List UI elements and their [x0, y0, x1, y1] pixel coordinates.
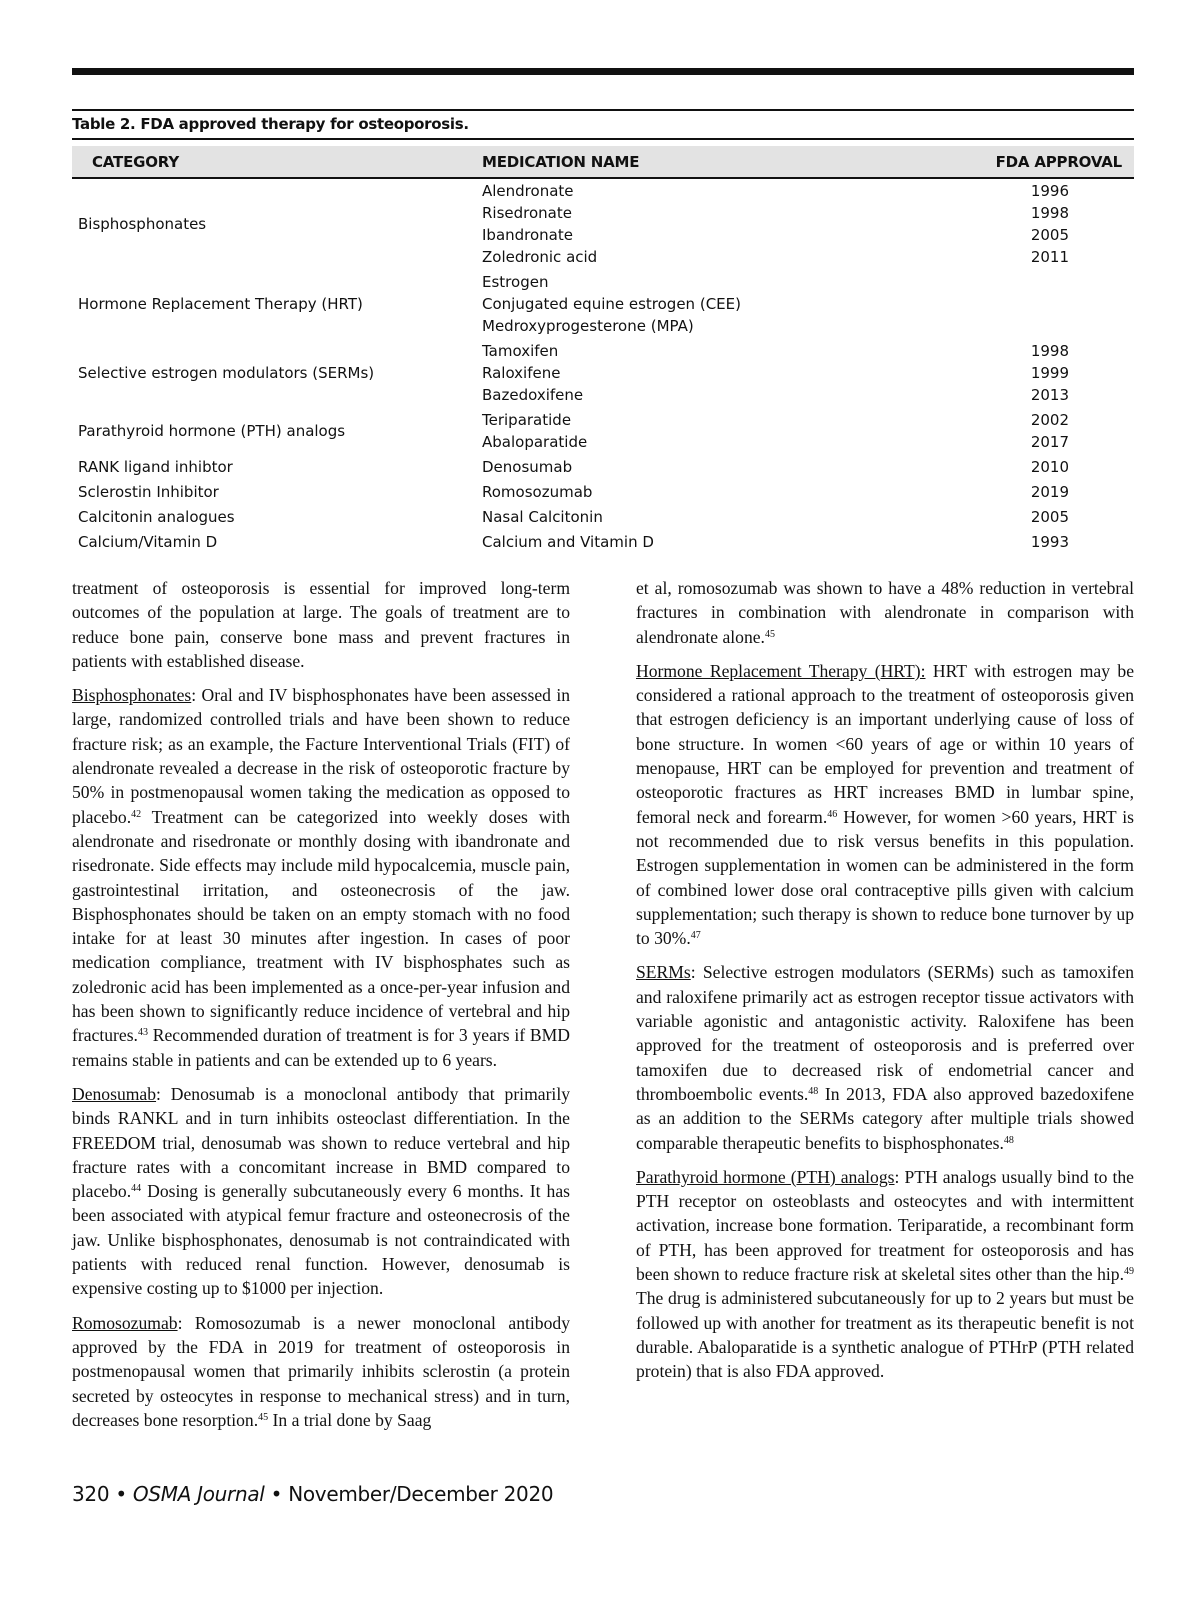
medication-name: Abaloparatide — [482, 433, 588, 451]
romosozumab-heading: Romosozumab — [72, 1312, 178, 1333]
approval-year: 2019 — [1030, 483, 1069, 501]
citation: 44 — [131, 1183, 142, 1195]
pth-paragraph: Parathyroid hormone (PTH) analogs: PTH analogs usually bind to the PTH receptor on osteoblasts and osteocytes and with intermittent activation, increase bone formation. Teriparatide, a recombinant form of PTH, has been approved for treatment for osteoporosis and has been shown to reduce fracture risk at skeletal sites other than the hip.$^{49}$ The drug is administered subcutaneously for up to 2 years but must be followed up with another for treatment as its therapeutic benefit is not durable. Abaloparatide is a synthetic analogue of PTHrP (PTH related protein) that is also FDA approved. — [636, 1166, 1134, 1382]
medication-name: Bazedoxifene — [482, 386, 584, 404]
medication-name: Conjugated equine estrogen (CEE) — [482, 295, 741, 313]
approval-year: 2002 — [1030, 411, 1069, 429]
approval-cell — [952, 481, 1134, 503]
romosozumab-paragraph: Romosozumab: Romosozumab is a newer monoclonal antibody approved by the FDA in 2019 for treatment of osteoporosis in postmenopausal women that primarily inhibits sclerostin (a protein secreted by osteocytes in response to mechanical stress) and in turn, decreases bone resorption.$^{45}$ In a trial done by Saag — [72, 1312, 570, 1430]
table-row — [72, 455, 1134, 480]
table-row — [72, 270, 1134, 339]
citation: 48 — [1003, 1134, 1014, 1146]
medication-cell — [482, 481, 952, 503]
category-cell: Calcitonin analogues — [78, 508, 235, 526]
approval-year — [952, 315, 1094, 337]
medication-name: Nasal Calcitonin — [482, 508, 603, 526]
medication-name: Zoledronic acid — [482, 248, 598, 266]
approval-year: 1993 — [1030, 533, 1069, 551]
medication-name: Estrogen — [482, 273, 549, 291]
serms-heading: SERMs — [636, 962, 691, 983]
table-row — [72, 530, 1134, 555]
therapy-table — [72, 109, 1134, 555]
medication-name: Raloxifene — [482, 364, 561, 382]
approval-cell — [952, 506, 1134, 528]
bisphosphonates-paragraph: Bisphosphonates: Oral and IV bisphosphonates have been assessed in large, randomized controlled trials and have been shown to reduce fracture risk; as an example, the Facture Interventional Trials (FIT) of alendronate revealed a decrease in the risk of osteoporotic fracture by 50% in postmenopausal women taking the medication as opposed to placebo.$^{42}$ Treatment can be categorized into weekly doses with alendronate and risedronate or monthly dosing with ibandronate and risedronate. Side effects may include mild hypocalcemia, muscle pain, gastrointestinal irritation, and osteonecrosis of the jaw. Bisphosphonates should be taken on an empty stomach with no food intake for at least 30 minutes after ingestion. In cases of poor medication compliance, treatment with IV bisphosphates such as zoledronic acid has been implemented as a once-per-year infusion and has been shown to significantly reduce incidence of vertebral and hip fractures.$^{43}$ Recommended duration of treatment is for 3 years if BMD remains stable in patients and can be extended up to 6 years. — [72, 685, 570, 1070]
citation: 48 — [808, 1085, 819, 1097]
romosozumab-continued-paragraph: et al, romosozumab was shown to have a 48% reduction in vertebral fractures in combination with alendronate in comparison with alendronate alone.$^{45}$ — [636, 578, 1134, 647]
header-medication: MEDICATION NAME — [482, 152, 640, 171]
hrt-paragraph: Hormone Replacement Therapy (HRT): HRT with estrogen may be considered a rational approach to the treatment of osteoporosis given that estrogen deficiency is an important underlying cause of loss of bone structure. In women <60 years of age or within 10 years of menopause, HRT can be employed for prevention and treatment of osteoporotic fractures as HRT increases BMD in lumbar spine, femoral neck and forearm.$^{46}$ However, for women >60 years, HRT is not recommended due to risk versus benefits in this population. Estrogen supplementation in women can be administered in the form of combined lower dose oral contraceptive pills given with calcium supplementation; such therapy is shown to reduce bone turnover by up to 30%.$^{47}$ — [636, 660, 1135, 949]
citation: 42 — [131, 808, 142, 820]
medication-name: Teriparatide — [482, 411, 572, 429]
approval-year — [952, 271, 1094, 293]
medication-name: Medroxyprogesterone (MPA) — [482, 317, 694, 335]
medication-cell — [482, 506, 952, 528]
table-caption: Table 2. FDA approved therapy for osteoporosis. — [72, 109, 1134, 140]
medication-cell — [482, 340, 952, 406]
left-column — [72, 576, 570, 1442]
medication-name: Romosozumab — [482, 483, 593, 501]
article-body — [72, 576, 1134, 1442]
page-number: 320 — [72, 1482, 110, 1506]
medication-name: Tamoxifen — [482, 342, 559, 360]
hrt-heading: Hormone Replacement Therapy (HRT): — [636, 660, 926, 681]
page-footer: 320 • OSMA Journal • November/December 2020 — [72, 1482, 554, 1506]
denosumab-paragraph: Denosumab: Denosumab is a monoclonal antibody that primarily binds RANKL and in turn inhibits osteoclast differentiation. In the FREEDOM trial, denosumab was shown to reduce vertebral and hip fracture rates with a concomitant increase in BMD compared to placebo.$^{44}$ Dosing is generally subcutaneously every 6 months. It has been associated with atypical femur fracture and osteonecrosis of the jaw. Unlike bisphosphonates, denosumab is not contraindicated with patients with reduced renal function. However, denosumab is expensive costing up to $1000 per injection. — [72, 1083, 570, 1299]
approval-year: 1998 — [1030, 342, 1069, 360]
category-cell: RANK ligand inhibtor — [78, 458, 233, 476]
category-cell: Bisphosphonates — [78, 215, 207, 233]
approval-year: 2010 — [1030, 458, 1069, 476]
approval-cell — [952, 409, 1134, 453]
approval-year: 1999 — [1030, 364, 1069, 382]
approval-year — [952, 293, 1094, 315]
journal-name: OSMA Journal — [132, 1482, 265, 1506]
medication-name: Ibandronate — [482, 226, 573, 244]
citation: 47 — [690, 930, 701, 942]
medication-cell — [482, 456, 952, 478]
bisphosphonates-heading: Bisphosphonates — [72, 685, 192, 706]
denosumab-heading: Denosumab — [72, 1083, 157, 1104]
approval-year: 2005 — [1030, 226, 1069, 244]
medication-name: Calcium and Vitamin D — [482, 533, 654, 551]
table-body — [72, 179, 1134, 555]
table-row — [72, 480, 1134, 505]
medication-cell — [482, 271, 952, 337]
approval-year: 2013 — [1030, 386, 1069, 404]
table-header-row — [72, 146, 1134, 179]
table-row — [72, 505, 1134, 530]
header-approval: FDA APPROVAL — [995, 152, 1122, 171]
citation: 49 — [1124, 1266, 1134, 1278]
top-rule — [72, 68, 1134, 75]
citation: 43 — [137, 1027, 148, 1039]
table-row — [72, 179, 1134, 270]
citation: 45 — [258, 1411, 269, 1423]
medication-cell — [482, 531, 952, 553]
approval-cell — [952, 340, 1134, 406]
category-cell: Sclerostin Inhibitor — [78, 483, 219, 501]
category-cell: Hormone Replacement Therapy (HRT) — [78, 295, 363, 313]
medication-name: Risedronate — [482, 204, 572, 222]
medication-cell — [482, 180, 952, 268]
medication-name: Denosumab — [482, 458, 573, 476]
citation: 45 — [764, 628, 775, 640]
approval-cell — [952, 271, 1134, 337]
approval-year: 2005 — [1030, 508, 1069, 526]
category-cell: Calcium/Vitamin D — [78, 533, 218, 551]
approval-year: 2011 — [1030, 248, 1069, 266]
issue-date: November/December 2020 — [288, 1482, 554, 1506]
header-category: CATEGORY — [92, 152, 179, 171]
medication-name: Alendronate — [482, 182, 574, 200]
approval-year: 1996 — [1030, 182, 1069, 200]
right-column — [636, 576, 1134, 1442]
pth-heading: Parathyroid hormone (PTH) analogs — [636, 1166, 895, 1187]
category-cell: Selective estrogen modulators (SERMs) — [78, 364, 375, 382]
approval-cell — [952, 180, 1134, 268]
medication-cell — [482, 409, 952, 453]
table-row — [72, 408, 1134, 455]
category-cell: Parathyroid hormone (PTH) analogs — [78, 422, 346, 440]
approval-cell — [952, 531, 1134, 553]
serms-paragraph: SERMs: Selective estrogen modulators (SERMs) such as tamoxifen and raloxifene primarily act as estrogen receptor tissue activators with variable agonistic and antagonistic activity. Raloxifene has been approved for the treatment of osteoporosis and is preferred over tamoxifen due to decreased risk of endometrial cancer and thromboembolic events.$^{48}$ In 2013, FDA also approved bazedoxifene as an addition to the SERMs category after multiple trials showed comparable therapeutic benefits to bisphosphonates.$^{48}$ — [636, 962, 1134, 1153]
table-row — [72, 339, 1134, 408]
intro-paragraph: treatment of osteoporosis is essential for improved long-term outcomes of the population at large. The goals of treatment are to reduce bone pain, conserve bone mass and prevent fractures in patients with established disease. — [72, 578, 570, 671]
approval-year: 2017 — [1030, 433, 1069, 451]
approval-cell — [952, 456, 1134, 478]
approval-year: 1998 — [1030, 204, 1069, 222]
citation: 46 — [827, 808, 838, 820]
